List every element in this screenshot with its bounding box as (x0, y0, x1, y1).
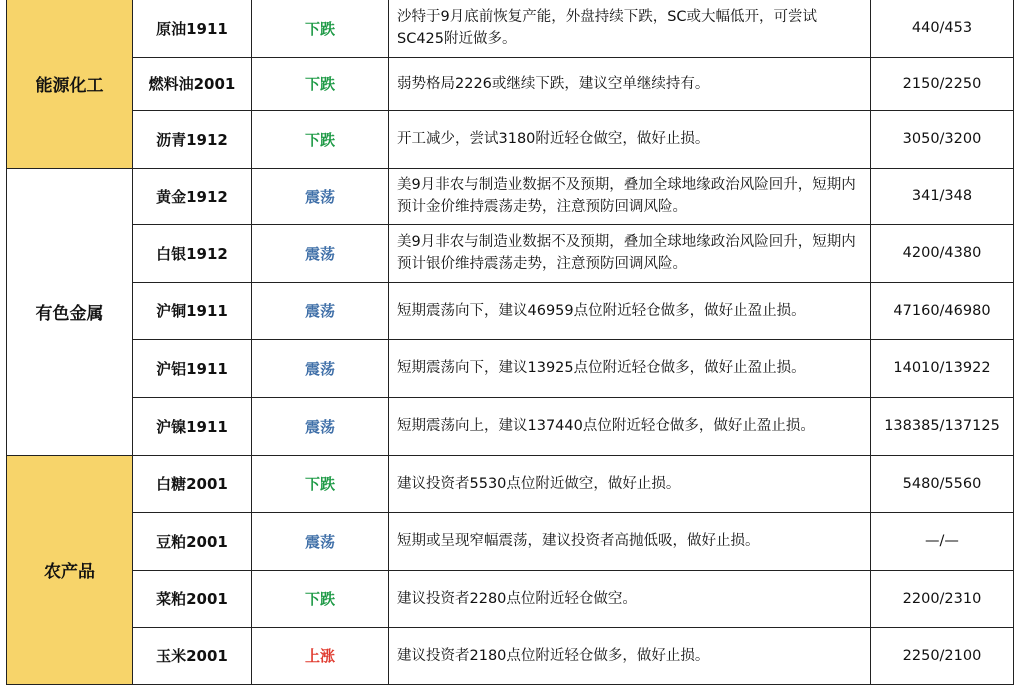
table-row (7, 282, 1014, 339)
contract-name: 沪铝1911 (133, 339, 252, 397)
price-levels: 4200/4380 (871, 224, 1014, 282)
trend-label: 下跌 (252, 570, 389, 627)
price-levels: 5480/5560 (871, 455, 1014, 512)
contract-name: 黄金1912 (133, 168, 252, 224)
category-nonferrous-metals: 有色金属 (7, 168, 133, 455)
advice-text: 沙特于9月底前恢复产能，外盘持续下跌，SC或大幅低开，可尝试SC425附近做多。 (389, 0, 871, 57)
advice-text: 短期震荡向上，建议137440点位附近轻仓做多，做好止盈止损。 (389, 397, 871, 455)
advice-text: 开工减少，尝试3180附近轻仓做空，做好止损。 (389, 110, 871, 168)
trend-label: 震荡 (252, 512, 389, 570)
futures-strategy-table (6, 0, 1014, 685)
table-row (7, 57, 1014, 110)
advice-text: 建议投资者2180点位附近轻仓做多，做好止损。 (389, 627, 871, 684)
category-agricultural: 农产品 (7, 455, 133, 684)
contract-name: 沪镍1911 (133, 397, 252, 455)
contract-name: 燃料油2001 (133, 57, 252, 110)
advice-text: 美9月非农与制造业数据不及预期，叠加全球地缘政治风险回升，短期内预计银价维持震荡走势，注意预防回调风险。 (389, 224, 871, 282)
price-levels: —/— (871, 512, 1014, 570)
table-row (7, 168, 1014, 224)
contract-name: 白银1912 (133, 224, 252, 282)
table-row (7, 455, 1014, 512)
contract-name: 豆粕2001 (133, 512, 252, 570)
table-row (7, 339, 1014, 397)
contract-name: 沪铜1911 (133, 282, 252, 339)
trend-label: 下跌 (252, 455, 389, 512)
advice-text: 建议投资者5530点位附近做空，做好止损。 (389, 455, 871, 512)
contract-name: 玉米2001 (133, 627, 252, 684)
price-levels: 440/453 (871, 0, 1014, 57)
contract-name: 原油1911 (133, 0, 252, 57)
price-levels: 47160/46980 (871, 282, 1014, 339)
price-levels: 341/348 (871, 168, 1014, 224)
price-levels: 138385/137125 (871, 397, 1014, 455)
trend-label: 上涨 (252, 627, 389, 684)
advice-text: 短期震荡向下，建议46959点位附近轻仓做多，做好止盈止损。 (389, 282, 871, 339)
price-levels: 2150/2250 (871, 57, 1014, 110)
table-row (7, 224, 1014, 282)
advice-text: 短期震荡向下，建议13925点位附近轻仓做多，做好止盈止损。 (389, 339, 871, 397)
advice-text: 短期或呈现窄幅震荡，建议投资者高抛低吸，做好止损。 (389, 512, 871, 570)
table-row (7, 570, 1014, 627)
trend-label: 震荡 (252, 282, 389, 339)
contract-name: 白糖2001 (133, 455, 252, 512)
category-energy-chemical: 能源化工 (7, 0, 133, 168)
contract-name: 沥青1912 (133, 110, 252, 168)
price-levels: 2200/2310 (871, 570, 1014, 627)
trend-label: 震荡 (252, 397, 389, 455)
table-row (7, 627, 1014, 684)
contract-name: 菜粕2001 (133, 570, 252, 627)
price-levels: 14010/13922 (871, 339, 1014, 397)
table-row (7, 0, 1014, 57)
table-row (7, 397, 1014, 455)
trend-label: 下跌 (252, 110, 389, 168)
trend-label: 下跌 (252, 57, 389, 110)
trend-label: 震荡 (252, 339, 389, 397)
price-levels: 3050/3200 (871, 110, 1014, 168)
table-row (7, 110, 1014, 168)
advice-text: 弱势格局2226或继续下跌，建议空单继续持有。 (389, 57, 871, 110)
price-levels: 2250/2100 (871, 627, 1014, 684)
trend-label: 下跌 (252, 0, 389, 57)
advice-text: 美9月非农与制造业数据不及预期，叠加全球地缘政治风险回升，短期内预计金价维持震荡走势，注意预防回调风险。 (389, 168, 871, 224)
trend-label: 震荡 (252, 168, 389, 224)
advice-text: 建议投资者2280点位附近轻仓做空。 (389, 570, 871, 627)
table-row (7, 512, 1014, 570)
trend-label: 震荡 (252, 224, 389, 282)
